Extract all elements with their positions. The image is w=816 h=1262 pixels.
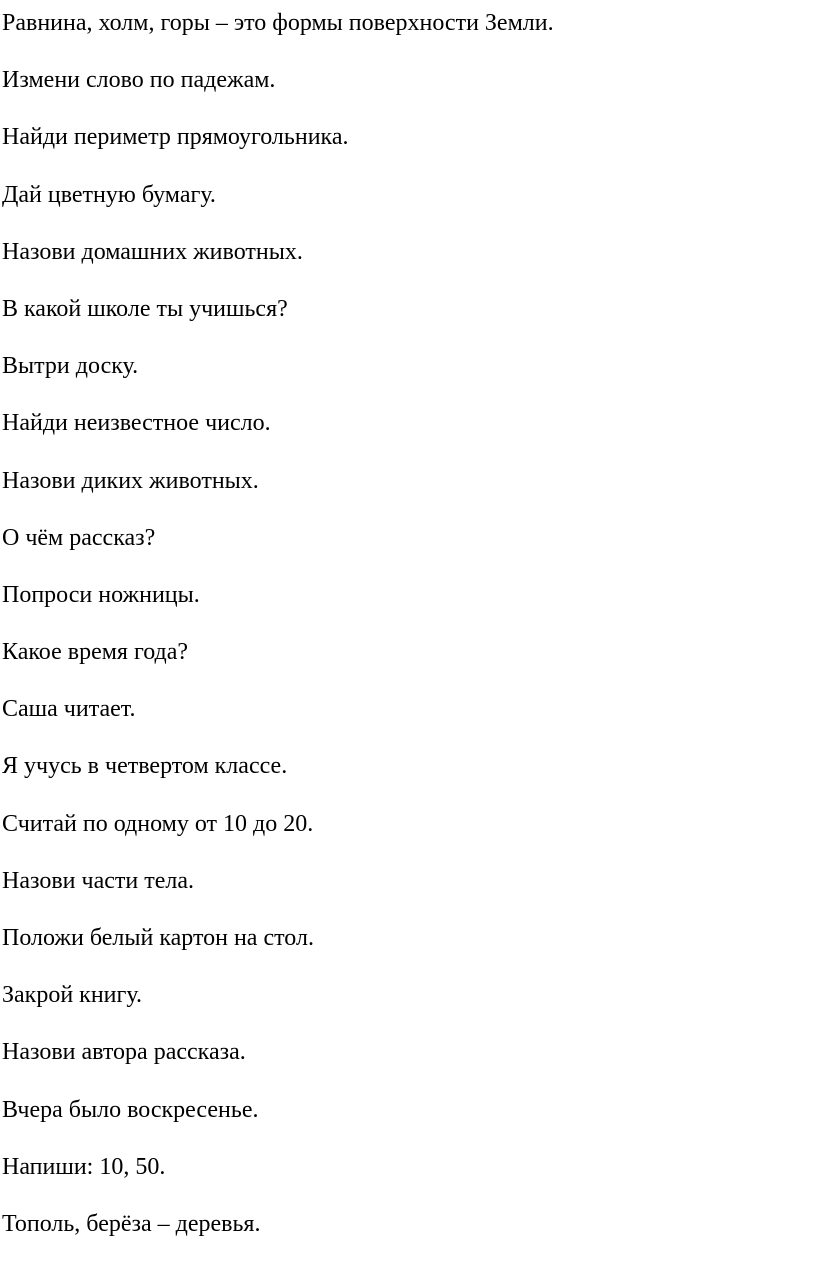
sentence-list <box>2 4 554 1262</box>
sentence-line: Найди неизвестное число. <box>2 410 271 437</box>
sentence-line: Назови диких животных. <box>2 467 259 494</box>
sentence-line: Я учусь в четвертом классе. <box>2 753 288 780</box>
sentence-line: В какой школе ты учишься? <box>2 295 288 322</box>
sentence-line: Положи белый картон на стол. <box>2 925 314 951</box>
sentence-line: Вытри доску. <box>2 353 139 380</box>
sentence-line: Равнина, холм, горы – это формы поверхности Земли. <box>2 10 554 36</box>
sentence-line: Вчера было воскресенье. <box>2 1096 259 1123</box>
sentence-line: Назови автора рассказа. <box>2 1039 246 1066</box>
sentence-line: Тополь, берёза – деревья. <box>2 1210 261 1237</box>
sentence-line: Напиши: 10, 50. <box>2 1153 166 1180</box>
sentence-line: Дай цветную бумагу. <box>2 181 216 208</box>
sentence-line: Какое время года? <box>2 639 189 666</box>
sentence-line: Назови части тела. <box>2 867 194 894</box>
sentence-line: Саша читает. <box>2 696 136 723</box>
sentence-line: Измени слово по падежам. <box>2 67 276 94</box>
sentence-line: Найди периметр прямоугольника. <box>2 124 349 151</box>
sentence-line: О чём рассказ? <box>2 524 156 551</box>
sentence-line: Назови домашних животных. <box>2 238 303 265</box>
sentence-line: Попроси ножницы. <box>2 581 200 608</box>
sentence-line: Закрой книгу. <box>2 982 142 1009</box>
sentence-line: Считай по одному от 10 до 20. <box>2 810 314 837</box>
